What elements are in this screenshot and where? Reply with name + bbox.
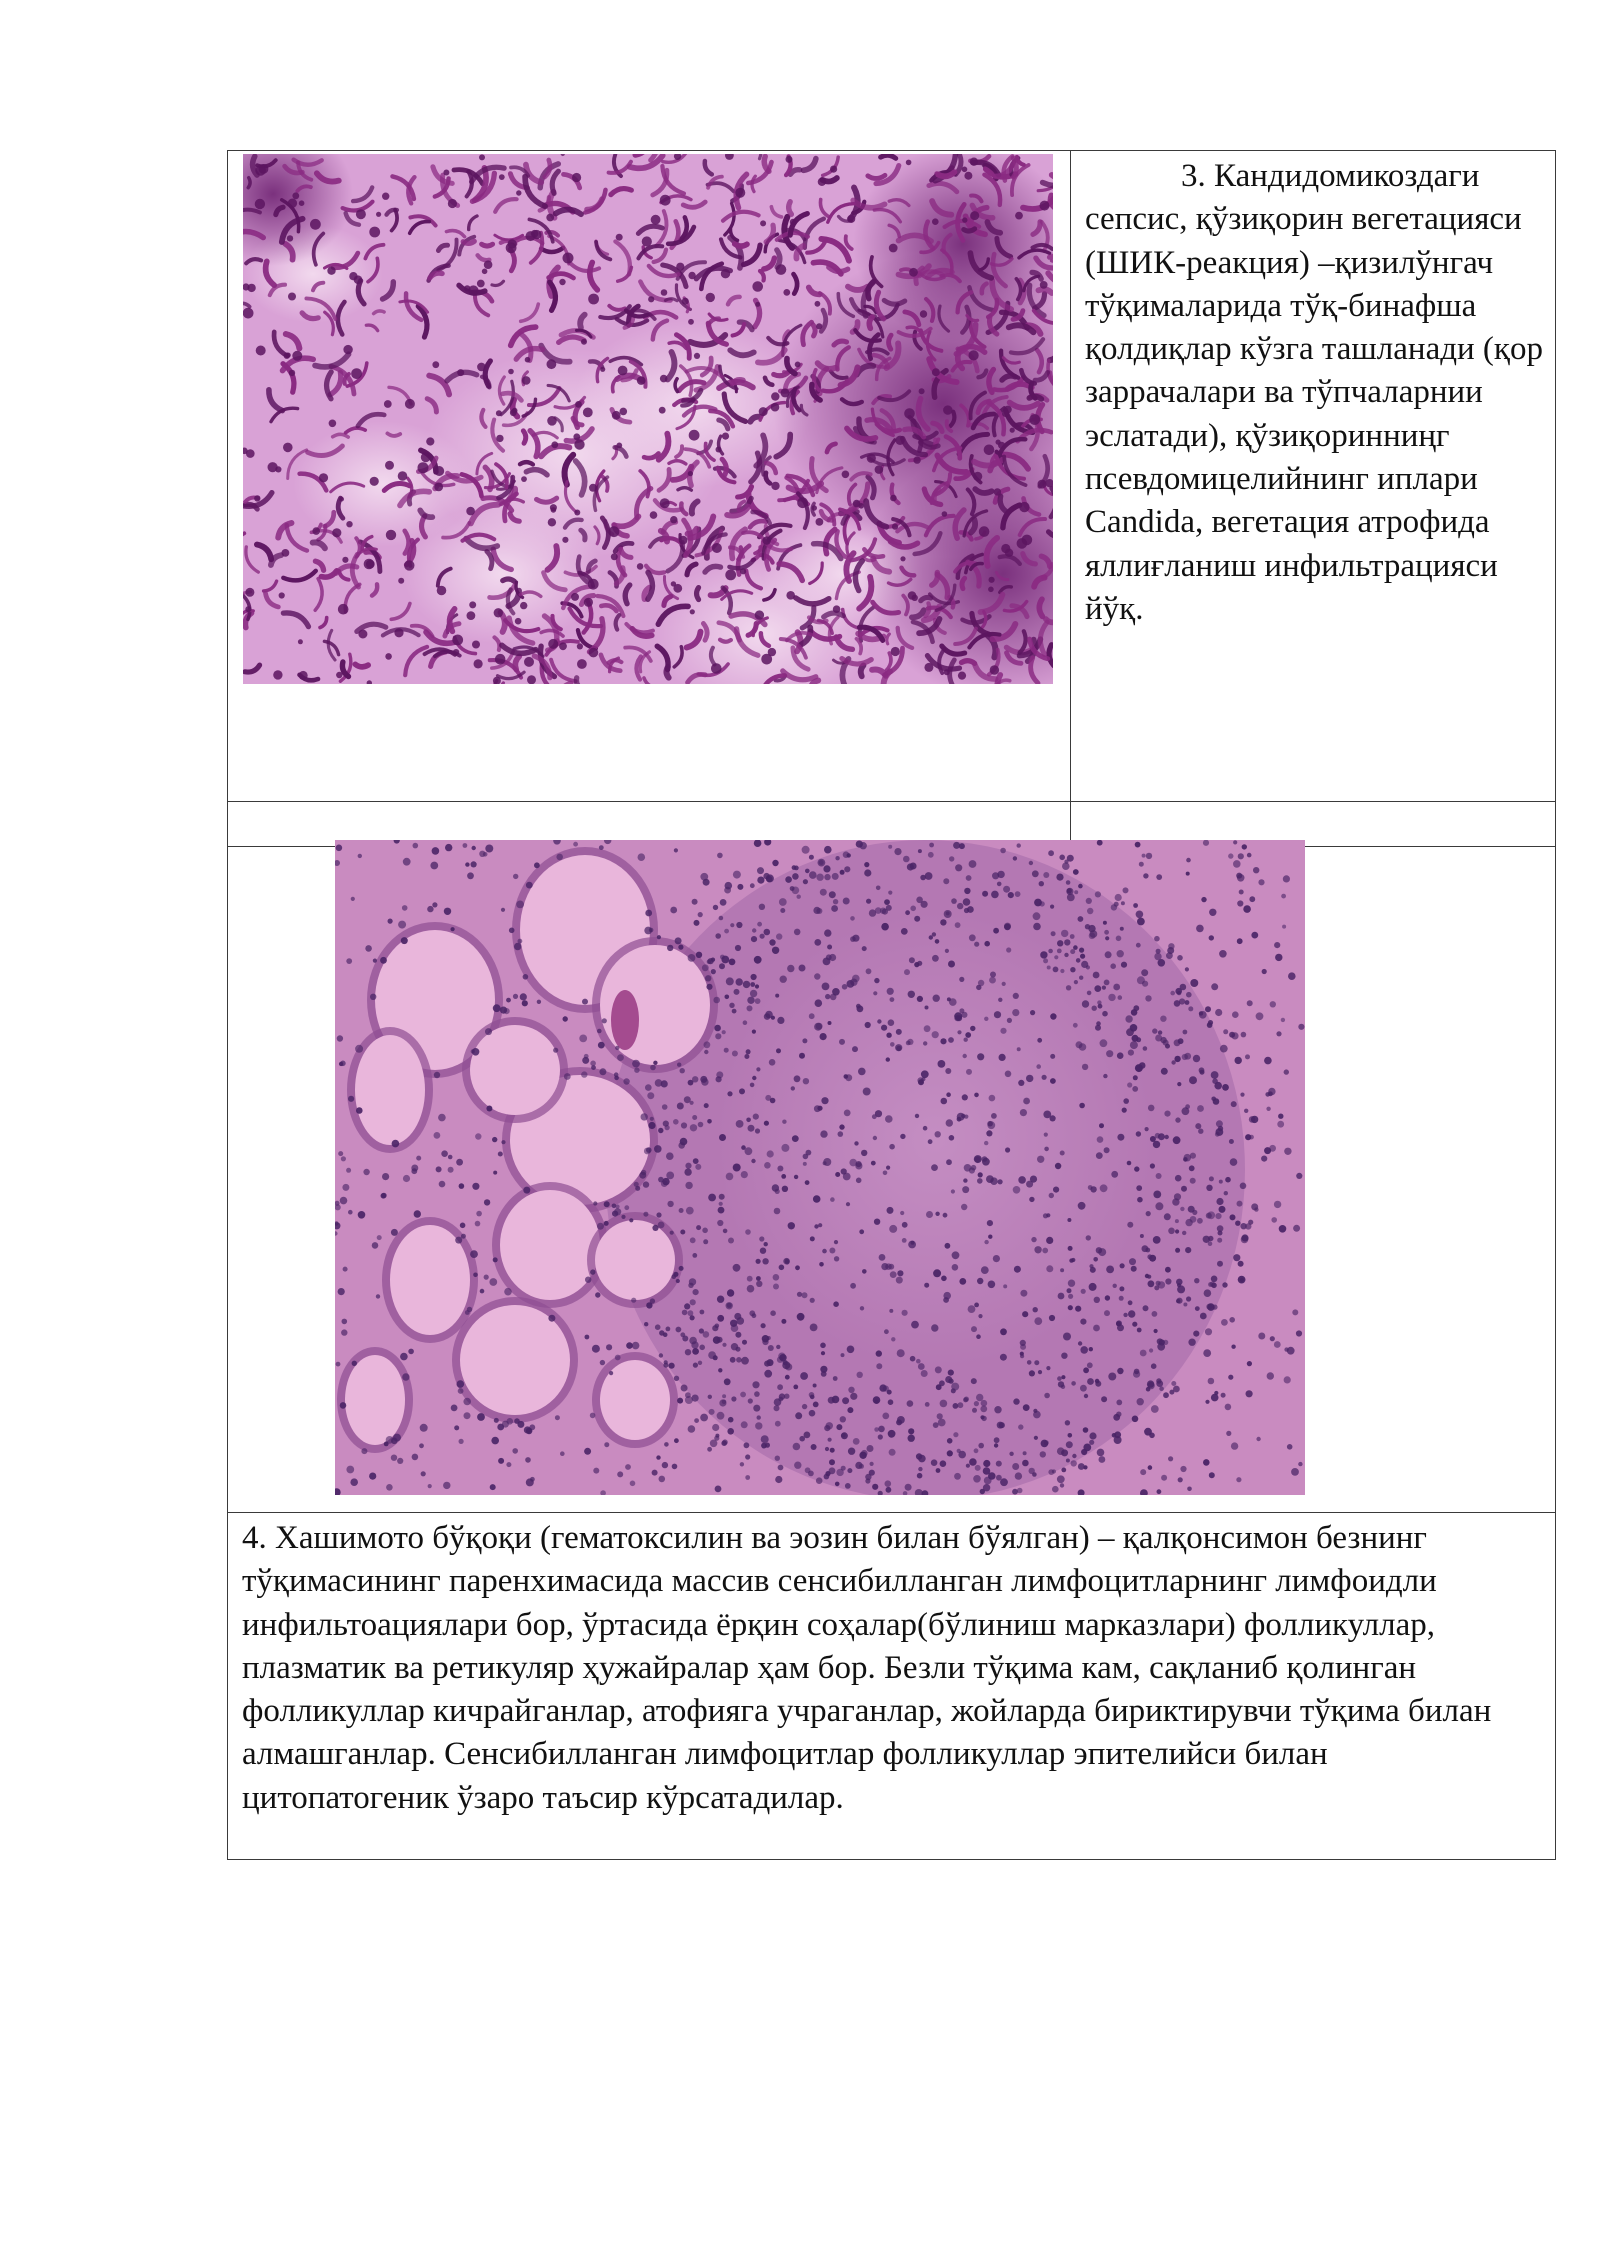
hashimoto-he-image bbox=[335, 840, 1305, 1495]
candida-pas-micrograph bbox=[243, 154, 1053, 684]
figure-3-caption-cell bbox=[1071, 151, 1556, 802]
figure-4-caption-row bbox=[228, 1513, 1556, 1860]
candida-pas-image bbox=[243, 154, 1053, 684]
figure-4-caption-cell bbox=[228, 1513, 1556, 1860]
hashimoto-he-micrograph bbox=[335, 840, 1305, 1495]
figure-3-caption: 3. Кандидомикоздаги сепсис, қўзиқорин вегетацияси (ШИК-реакция) –қизилўнгач тўқималарида тўқ-бинафша қолдиқлар кўзга ташланади (қор заррачалари ва тўпчаларнии эслатади), қўзиқоринниңг псевдомицелийнинг иплари Candida, вегетация атрофида яллиғланиш инфильтрацияси йўқ. bbox=[1085, 158, 1543, 627]
figure-4-caption: 4. Хашимото бўқоқи (гематоксилин ва эозин билан бўялган) – қалқонсимон безнинг тўқимасининг паренхимасида массив сенсибилланган лимфоцитларнинг лимфоидли инфильтоациялари бор, ўртасида ёрқин соҳалар(бўлиниш марказлари) фолликуллар, плазматик ва ретикуляр ҳужайралар ҳам бор. Безли тўқима кам, сақланиб қолинган фолликуллар кичрайганлар, атофияга учраганлар, жойларда бириктирувчи тўқима билан алмашганлар. Сенсибилланган лимфоцитлар фолликуллар эпителийси билан цитопатогеник ўзаро таъсир кўрсатадилар. bbox=[242, 1520, 1492, 1816]
